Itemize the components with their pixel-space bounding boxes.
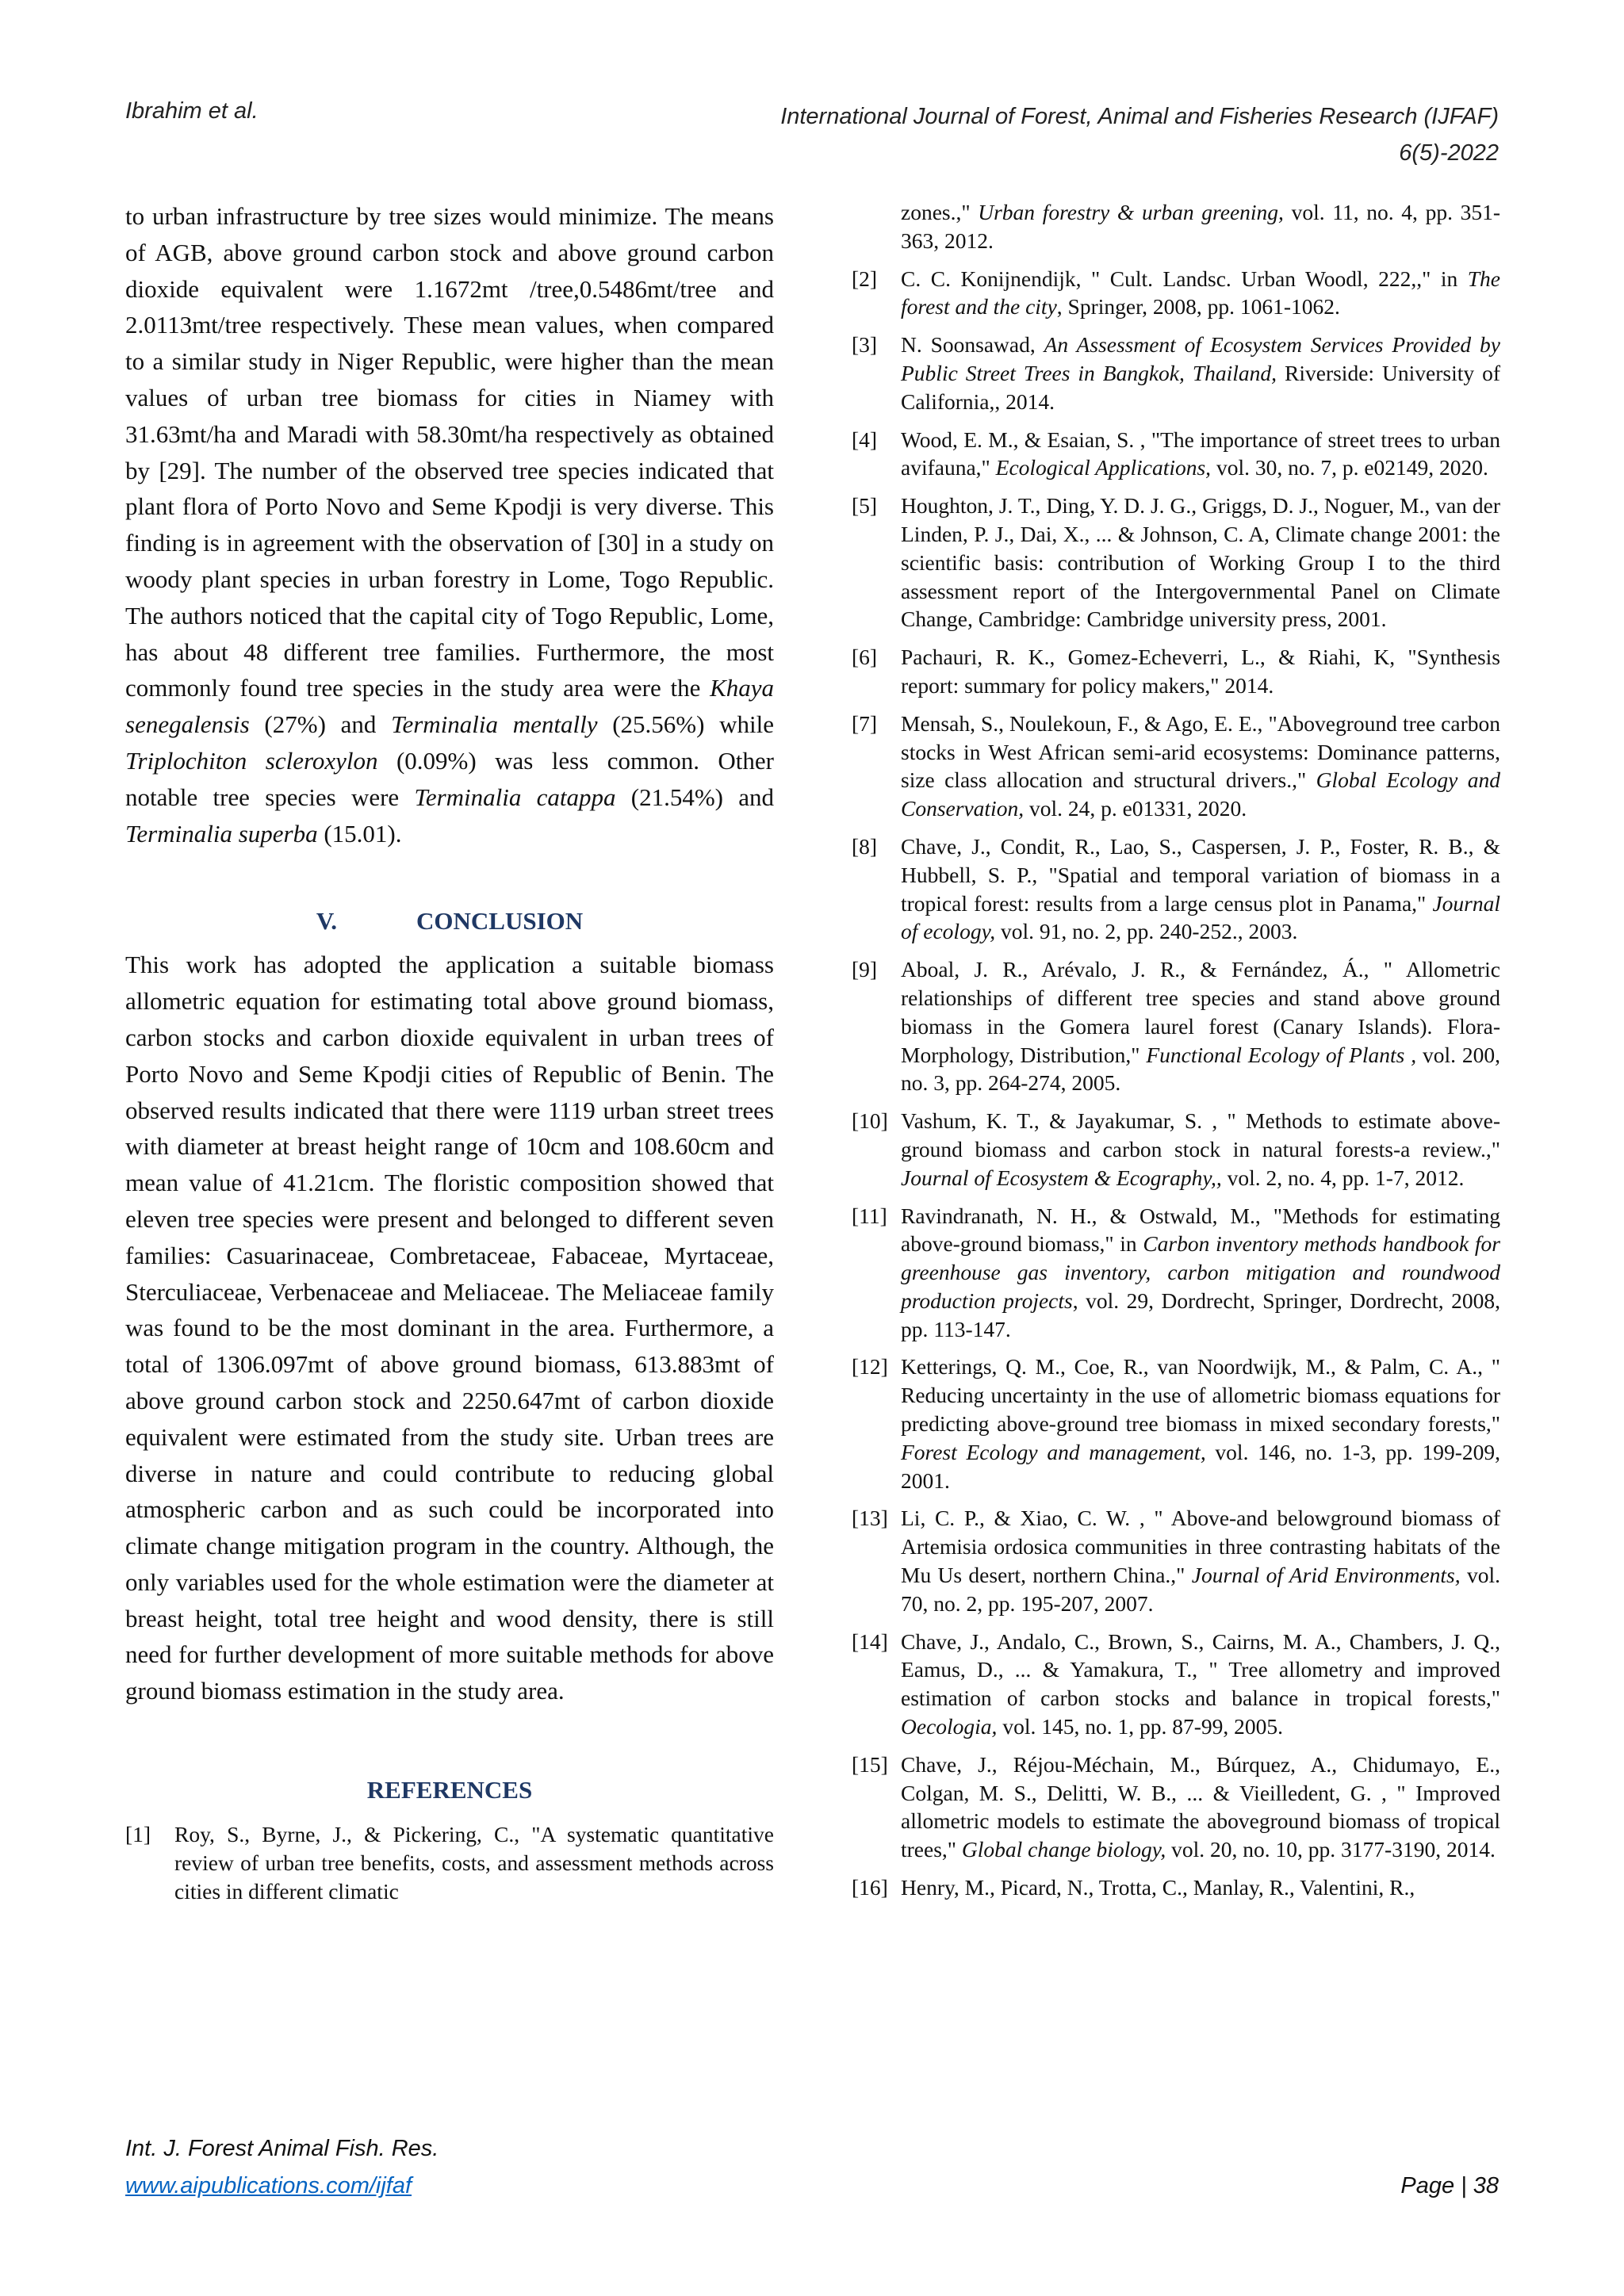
reference-source: Journal of Ecosystem & Ecography,, [901, 1165, 1222, 1190]
reference-item: [10] Vashum, K. T., & Jayakumar, S. , " Methods to estimate above-ground biomass and carbon stock in natural forests-a review.," Journal of Ecosystem & Ecography,, vol. 2, no. 4, pp. 1-7, 2012. [852, 1108, 1500, 1190]
reference-source: Forest Ecology and management, [901, 1439, 1206, 1464]
species-name: Khaya senegalensis [125, 674, 774, 739]
conclusion-paragraph: This work has adopted the application a suitable biomass allometric equation for estimating total above ground biomass, carbon stocks and carbon dioxide equivalent in urban trees of Porto Novo and Seme Kpodji cities of Republic of Benin. The observed results indicated that there were 1119 urban street trees with diameter at breast height range of 10cm and 108.60cm and mean value of 41.21cm. The floristic composition showed that eleven tree species were present and belonged to different seven families: Casuarinaceae, Combretaceae, Fabaceae, Myrtaceae, Sterculiaceae, Verbenaceae and Meliaceae. The Meliaceae family was found to be the most dominant in the area. Furthermore, a total of 1306.097mt of above ground biomass, 613.883mt of above ground carbon stock and 2250.647mt of carbon dioxide equivalent were estimated from the study site. Urban trees are diverse in nature and could contribute to reducing global atmospheric carbon and as such could be incorporated into climate change mitigation program in the country. Although, the only variables used for the whole estimation were the diameter at breast height, total tree height and wood density, there is still need for further development of more suitable methods for above ground biomass estimation in the study area. [125, 951, 774, 1705]
left-column [125, 198, 774, 1915]
reference-item: [5] Houghton, J. T., Ding, Y. D. J. G., Griggs, D. J., Noguer, M., van der Linden, P. J., Dai, X., ... & Johnson, C. A, Climate change 2001: the scientific basis: contribution of Working Group I to the third assessment report of the Intergovernmental Panel on Climate Change, Cambridge: Cambridge university press, 2001. [852, 493, 1500, 632]
reference-item: [12] Ketterings, Q. M., Coe, R., van Noordwijk, M., & Palm, C. A., " Reducing uncertainty in the use of allometric biomass equations for predicting above-ground tree biomass in mixed secondary forests," Forest Ecology and management, vol. 146, no. 1-3, pp. 199-209, 2001. [852, 1354, 1500, 1493]
reference-item: [13] Li, C. P., & Xiao, C. W. , " Above-and belowground biomass of Artemisia ordosica communities in three contrasting habitats of the Mu Us desert, northern China.," Journal of Arid Environments, vol. 70, no. 2, pp. 195-207, 2007. [852, 1506, 1500, 1616]
page-number: Page | 38 [1400, 2173, 1499, 2198]
reference-source: Global change biology, [961, 1837, 1166, 1862]
reference-item: [16] Henry, M., Picard, N., Trotta, C., Manlay, R., Valentini, R., [852, 1875, 1415, 1900]
reference-item: [11] Ravindranath, N. H., & Ostwald, M., "Methods for estimating above-ground biomass," in Carbon inventory methods handbook for greenhouse gas inventory, carbon mitigation and roundwood production projects, vol. 29, Dordrecht, Springer, Dordrecht, 2008, pp. 113-147. [852, 1203, 1501, 1341]
reference-item: [8] Chave, J., Condit, R., Lao, S., Caspersen, J. P., Foster, R. B., & Hubbell, S. P., "Spatial and temporal variation of biomass in a tropical forest: results from a large census plot in Panama," Journal of ecology, vol. 91, no. 2, pp. 240-252., 2003. [852, 833, 1500, 944]
running-header-authors: Ibrahim et al. [125, 98, 259, 124]
reference-source: Carbon inventory methods handbook for greenhouse gas inventory, carbon mitigation and roundwood production projects [901, 1231, 1501, 1313]
reference-item: [1] Roy, S., Byrne, J., & Pickering, C., "A systematic quantitative review of urban tree benefits, costs, and assessment methods across cities in different climatic [125, 1822, 774, 1904]
reference-source: Oecologia, [901, 1714, 998, 1739]
reference-source: The forest and the city [901, 266, 1500, 320]
reference-item: zones.," Urban forestry & urban greening, vol. 11, no. 4, pp. 351-363, 2012. [901, 200, 1501, 253]
species-name: Terminalia mentally [391, 710, 598, 739]
reference-source: An Assessment of Ecosystem Services Provided by Public Street Trees in Bangkok, Thailand, [901, 332, 1500, 385]
header-issue: 6(5)-2022 [1399, 140, 1499, 166]
header-journal-title: International Journal of Forest, Animal and Fisheries Research (IJFAF) [780, 104, 1499, 129]
reference-item: [2] C. C. Konijnendijk, " Cult. Landsc. Urban Woodl, 222,," in The forest and the city, Springer, 2008, pp. 1061-1062. [852, 266, 1500, 320]
reference-item: [9] Aboal, J. R., Arévalo, J. R., & Fernández, Á., " Allometric relationships of different tree species and stand above ground biomass in the Gomera laurel forest (Canary Islands). Flora-Morphology, Distribution," Functional Ecology of Plants , vol. 200, no. 3, pp. 264-274, 2005. [852, 957, 1500, 1096]
reference-source: Global Ecology and Conservation, [901, 767, 1500, 821]
footer-journal: Int. J. Forest Animal Fish. Res. [125, 2136, 439, 2161]
reference-source: Journal of ecology, [901, 890, 1500, 944]
reference-source: Journal of Arid Environments, [1191, 1563, 1461, 1588]
footer-url-link[interactable]: www.aipublications.com/ijfaf [125, 2173, 412, 2198]
reference-list [852, 198, 1500, 1902]
reference-source: Functional Ecology of Plants , [1146, 1042, 1417, 1067]
species-name: Terminalia superba [125, 819, 318, 848]
reference-item: [14] Chave, J., Andalo, C., Brown, S., Cairns, M. A., Chambers, J. Q., Eamus, D., ... & Yamakura, T., " Tree allometry and improved estimation of carbon stocks and balance in tropical forests," Oecologia, vol. 145, no. 1, pp. 87-99, 2005. [852, 1628, 1500, 1739]
reference-item: [6] Pachauri, R. K., Gomez-Echeverri, L., & Riahi, K, "Synthesis report: summary for policy makers," 2014. [852, 645, 1500, 698]
reference-item: [7] Mensah, S., Noulekoun, F., & Ago, E. E., "Aboveground tree carbon stocks in West African semi-arid ecosystems: Dominance patterns, size class allocation and structural drivers.," Global Ecology and Conservation, vol. 24, p. e01331, 2020. [852, 710, 1500, 821]
running-header-journal [780, 98, 1499, 171]
species-name: Terminalia catappa [414, 783, 616, 811]
references-heading: REFERENCES [366, 1776, 533, 1804]
reference-source: Urban forestry & urban greening, [978, 200, 1284, 224]
reference-item: [15] Chave, J., Réjou-Méchain, M., Búrquez, A., Chidumayo, E., Colgan, M. S., Delitti, W. B., ... & Vieilledent, G. , " Improved allometric models to estimate the aboveground biomass of tropical trees," Global change biology, vol. 20, no. 10, pp. 3177-3190, 2014. [852, 1751, 1500, 1862]
reference-item: [3] N. Soonsawad, An Assessment of Ecosystem Services Provided by Public Street Trees in Bangkok, Thailand, Riverside: University of California,, 2014. [852, 332, 1500, 414]
right-column [852, 198, 1500, 1911]
reference-source: Ecological Applications, [995, 455, 1212, 480]
conclusion-heading: V. CONCLUSION [316, 907, 584, 936]
species-name: Triplochiton scleroxylon [125, 746, 378, 775]
discussion-paragraph: to urban infrastructure by tree sizes would minimize. The means of AGB, above ground carbon stock and above ground carbon dioxide equivalent were 1.1672mt /tree,0.5486mt/tree and 2.0113mt/tree respectively. These mean values, when compared to a similar study in Niger Republic, were higher than the mean values of urban tree biomass for cities in Niamey with 31.63mt/ha and Maradi with 58.30mt/ha respectively as obtained by [29]. The number of the observed tree species indicated that plant flora of Porto Novo and Seme Kpodji is very diverse. This finding is in agreement with the observation of [30] in a study on woody plant species in urban forestry in Lome, Togo Republic. The authors noticed that the capital city of Togo Republic, Lome, has about 48 different tree families. Furthermore, the most commonly found tree species in the study area were the Khaya senegalensis (27%) and Terminalia mentally (25.56%) while Triplochiton scleroxylon (0.09%) was less common. Other notable tree species were Terminalia catappa (21.54%) and Terminalia superba (15.01). [125, 202, 775, 848]
reference-item: [4] Wood, E. M., & Esaian, S. , "The importance of street trees to urban avifauna," Ecological Applications, vol. 30, no. 7, p. e02149, 2020. [852, 427, 1500, 480]
